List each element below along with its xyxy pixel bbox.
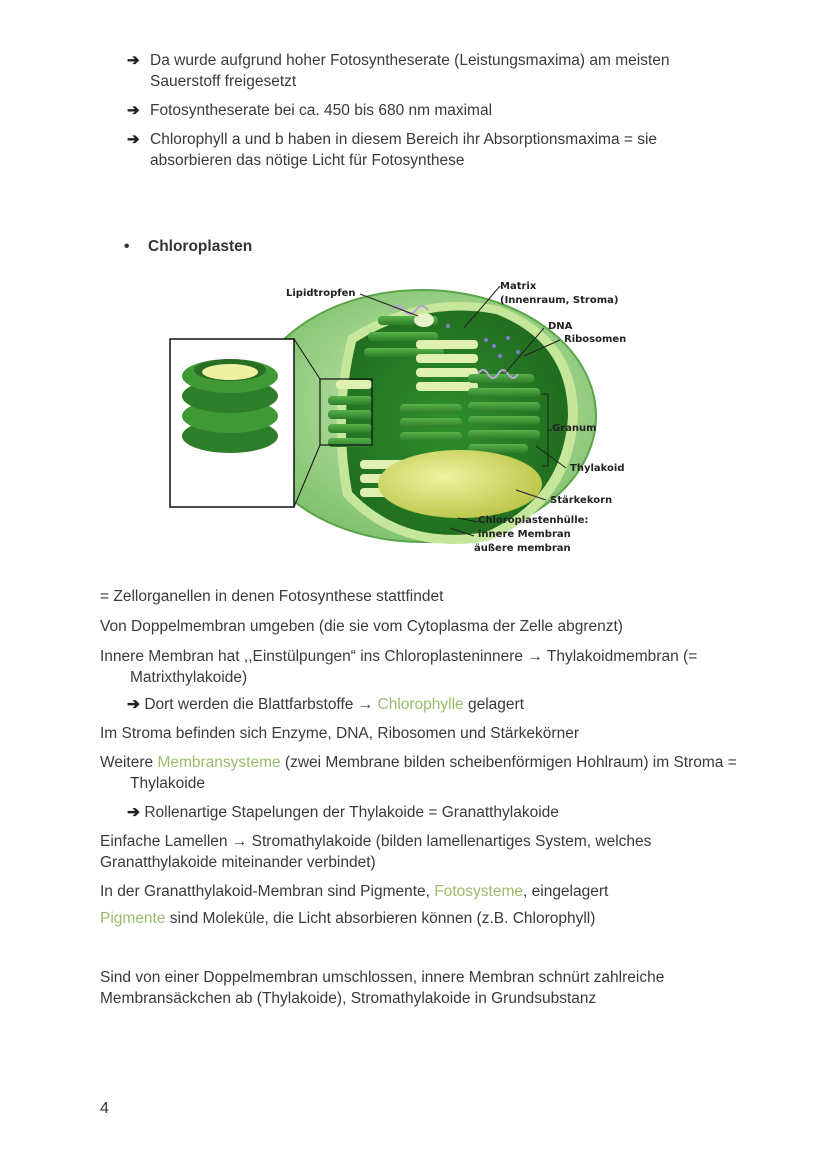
arrow-icon: ➔ [127,102,140,119]
arrow-sub-item [127,802,727,823]
paragraph: Sind von einer Doppelmembran umschlossen, innere Membran schnürt zahlreiche Membransäckchen ab (Thylakoide), Stromathylakoide in Grundsubstanz [100,969,665,1007]
paragraph: Von Doppelmembran umgeben (die sie vom Cytoplasma der Zelle abgrenzt) [100,618,623,635]
arrow-icon: ➔ [127,804,140,821]
label-aeussere-membran: äußere membran [474,543,571,554]
section-heading [124,238,252,256]
arrow-item-text: Chlorophyll a und b haben in diesem Bereich ihr Absorptionsmaxima = sie absorbieren das nötige Licht für Fotosynthese [150,131,658,169]
arrow-item-3 [127,129,727,171]
section-heading-text: Chloroplasten [148,238,253,255]
label-ribosomen: Ribosomen [564,334,627,345]
paragraph: Einfache Lamellen → Stromathylakoide (bilden lamellenartiges System, welches Granatthylakoide miteinander verbindet) [100,833,652,871]
sub-text: Rollenartige Stapelungen der Thylakoide = Granatthylakoide [144,804,559,821]
label-dna: DNA [548,321,573,332]
paragraph [100,908,740,929]
inset-label-2: Das oberste der 5 [174,466,265,476]
arrow-item-2 [127,100,727,121]
para-text: sind Moleküle, die Licht absorbieren können (z.B. Chlorophyll) [165,910,596,927]
highlight-term: Membransysteme [157,754,281,771]
arrow-icon: ➔ [127,696,140,713]
paragraph: = Zellorganellen in denen Fotosynthese stattfindet [100,588,444,605]
label-thylakoid: Thylakoid [570,463,625,474]
paragraph [100,752,770,794]
inset-label-1: Granum (vergrößert) [174,454,281,464]
sub-text: gelagert [463,696,525,713]
inset-label-4: dargestellt [174,490,230,500]
label-innere-membran: innere Membran [478,529,571,540]
sub-text: Dort werden die Blattfarbstoffe → [144,696,378,713]
arrow-item-1 [127,50,727,92]
label-staerkekorn: Stärkekorn [550,495,613,506]
paragraph: Im Stroma befinden sich Enzyme, DNA, Ribosomen und Stärkekörner [100,725,579,742]
highlight-term: Fotosysteme [434,883,524,900]
label-granum: Granum [552,423,597,434]
arrow-item-text: Da wurde aufgrund hoher Fotosyntheserate (Leistungsmaxima) am meisten Sauerstoff freigesetzt [150,52,670,90]
arrow-sub-item [127,694,727,715]
bullet-icon: • [124,238,130,255]
paragraph [100,881,740,902]
inset-label-3: Thylakoiden ist offen [174,478,281,488]
label-huelle: Chloroplastenhülle: [478,515,589,526]
highlight-term: Pigmente [100,910,166,927]
label-matrix-detail: (Innenraum, Stroma) [500,295,619,306]
highlight-term: Chlorophylle [377,696,464,713]
paragraph: Innere Membran hat ,,Einstülpungen“ ins Chloroplasteninnere → Thylakoidmembran (= Matrixthylakoide) [100,648,698,686]
label-matrix: Matrix [500,281,537,292]
arrow-icon: ➔ [127,131,140,148]
label-lipidtropfen: Lipidtropfen [286,288,356,299]
page-number: 4 [100,1100,109,1117]
starch-grain [378,450,542,518]
arrow-item-text: Fotosyntheserate bei ca. 450 bis 680 nm maximal [150,102,493,119]
granum-enlarged [182,359,278,453]
chloroplast-diagram [168,276,638,562]
para-text: (zwei Membrane bilden scheibenförmigen Hohlraum) im Stroma = Thylakoide [130,754,737,792]
arrow-icon: ➔ [127,52,140,69]
para-text: In der Granatthylakoid-Membran sind Pigmente, [100,883,435,900]
para-text: Weitere [100,754,158,771]
para-text: , eingelagert [523,883,609,900]
